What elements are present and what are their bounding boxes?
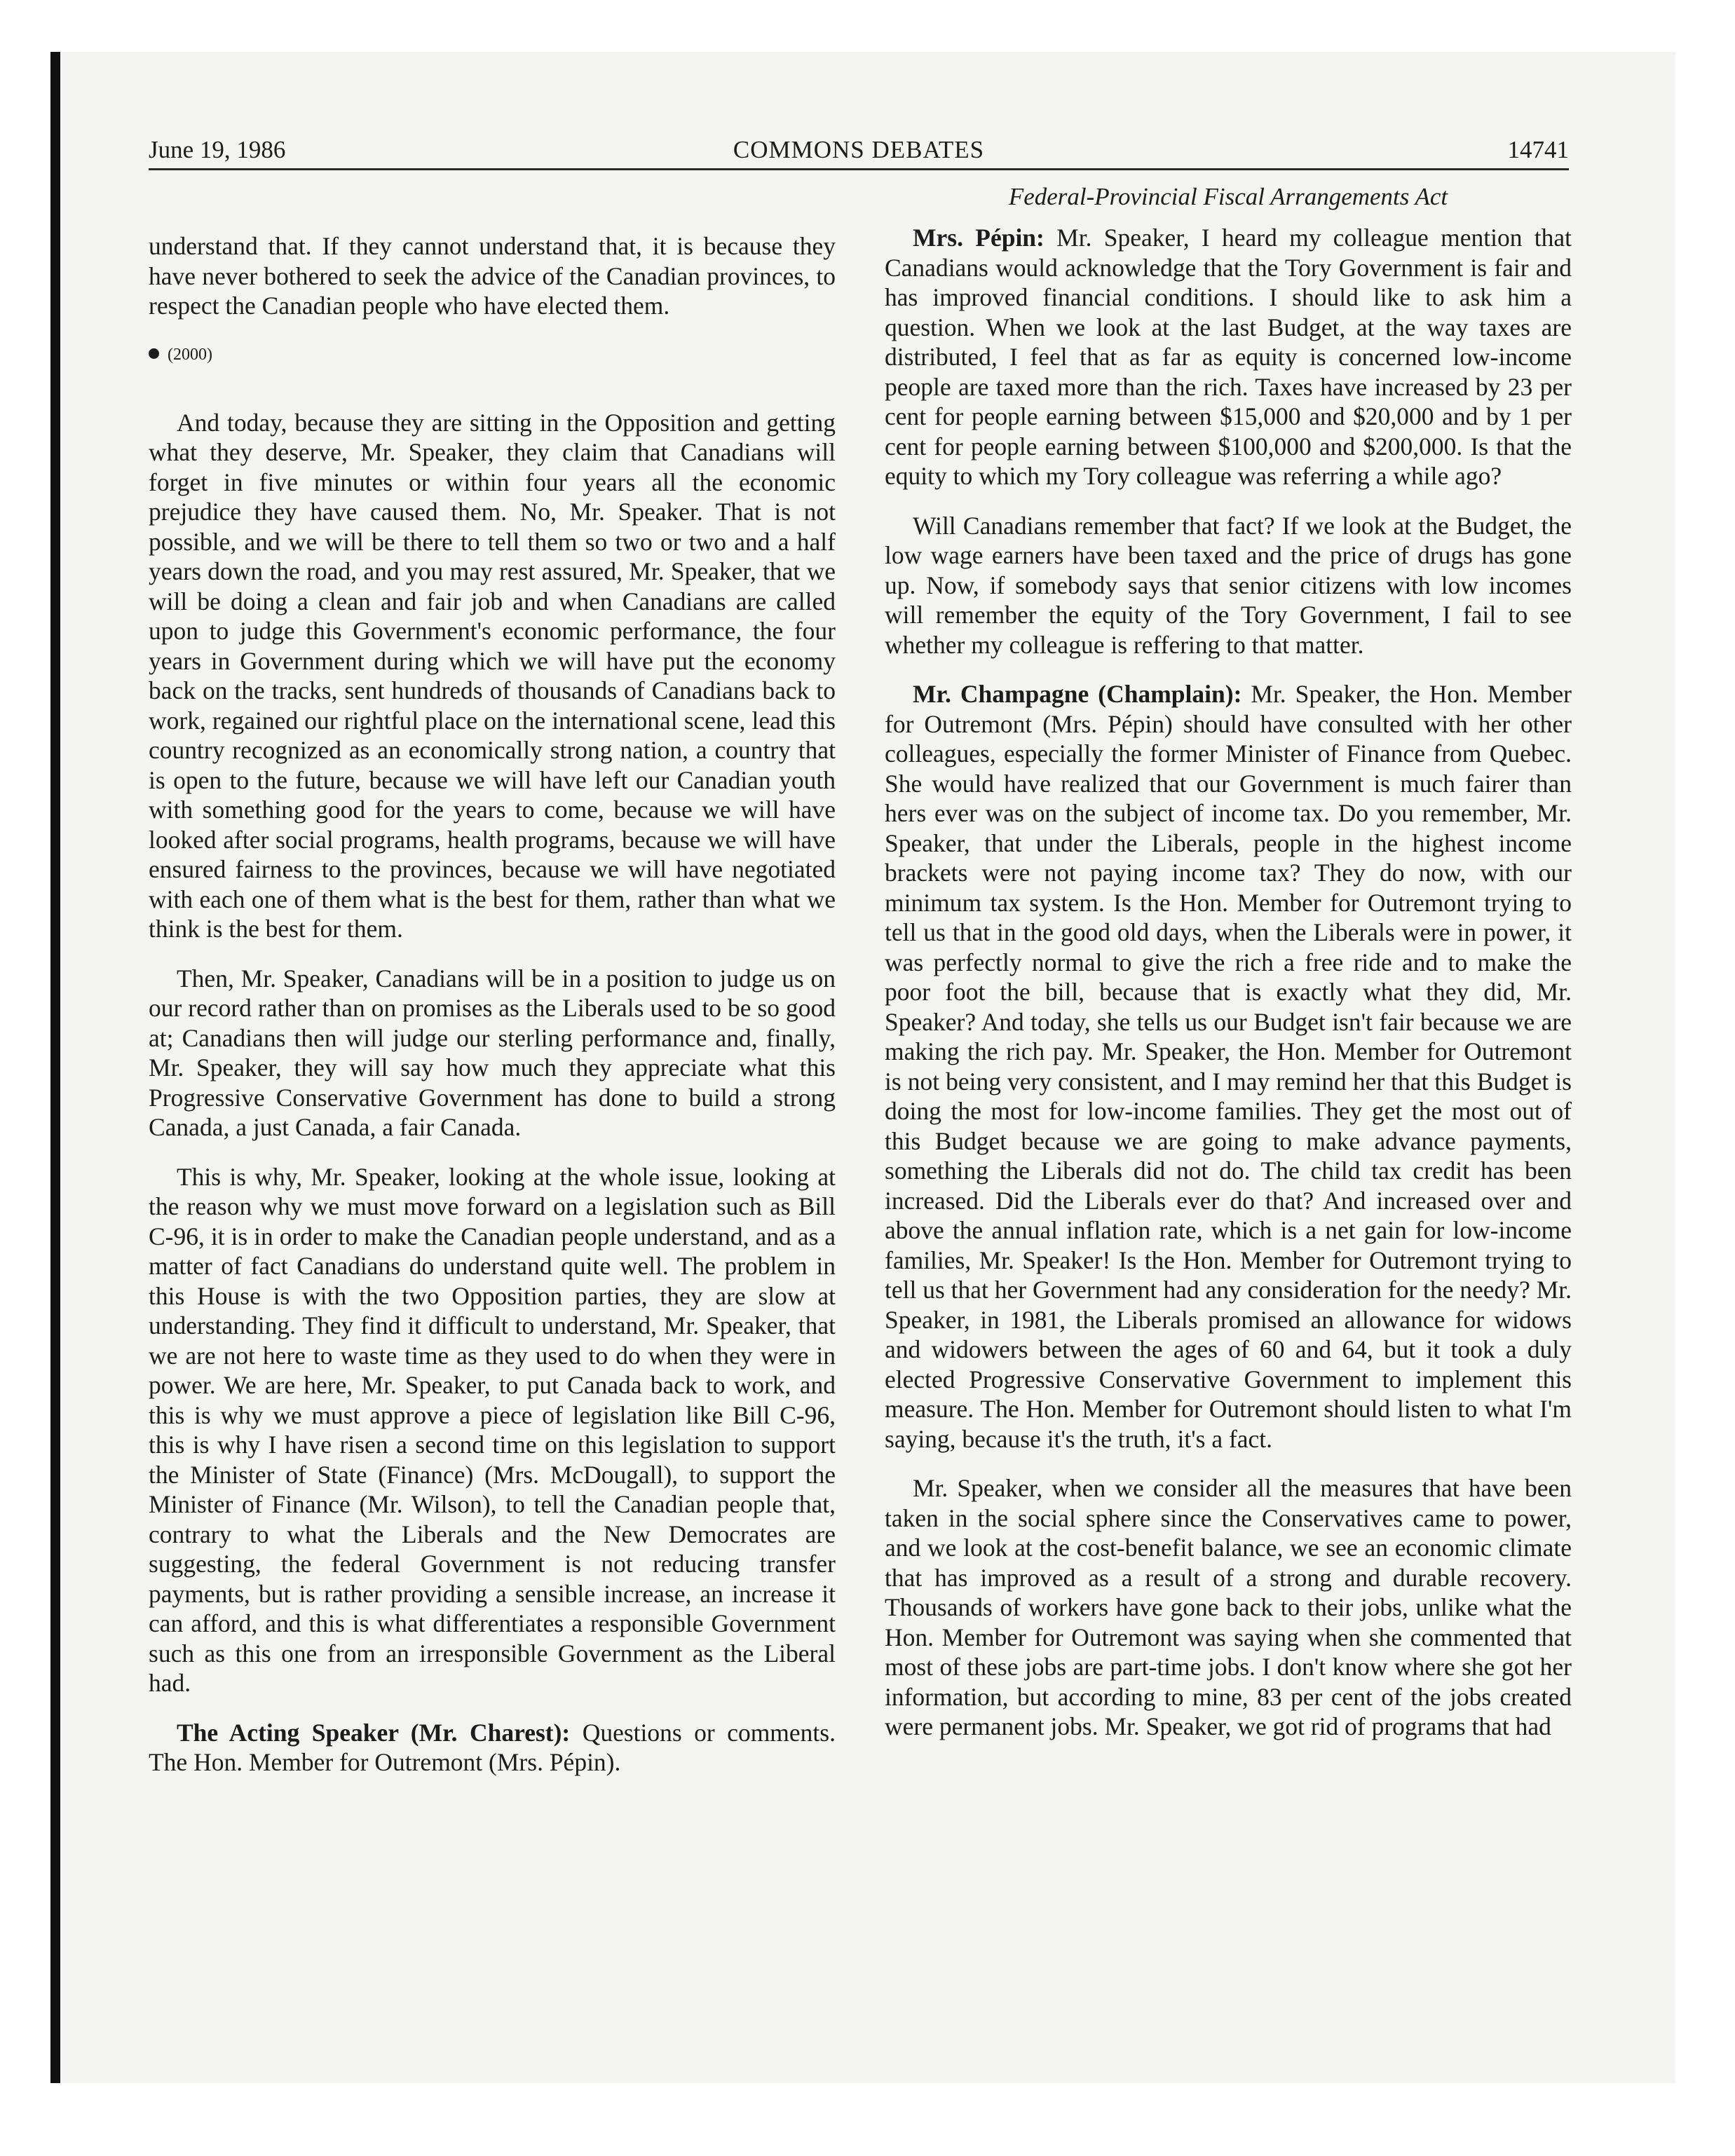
speaker-name: The Acting Speaker (Mr. Charest): (177, 1718, 571, 1747)
paragraph (149, 1718, 836, 1778)
speaker-name: Mr. Champagne (Champlain): (913, 680, 1242, 708)
page-header (149, 132, 1569, 168)
speech-text: Questions or comments. The Hon. Member for Outremont (Mrs. Pépin). (149, 1718, 836, 1776)
scan-edge (50, 52, 60, 2083)
timestamp-text: (2000) (168, 345, 212, 364)
paragraph: This is why, Mr. Speaker, looking at the whole issue, looking at the reason why we must move forward on a legislation such as Bill C-96, it is in order to make the Canadian people understand, and as a matter of fact Canadians do understand quite well. The problem in this House is with the two Opposition parties, they are slow at understanding. They find it difficult to understand, Mr. Speaker, that we are not here to waste time as they used to do when they were in power. We are here, Mr. Speaker, to put Canada back to work, and this is why we must approve a piece of legislation like Bill C-96, this is why I have risen a second time on this legislation to support the Minister of State (Finance) (Mrs. McDougall), to support the Minister of Finance (Mr. Wilson), to tell the Canadian people that, contrary to what the Liberals and the New Democrates are suggesting, the federal Government is not reducing transfer payments, but is rather providing a sensible increase, an increase it can afford, and this is what differentiates a responsible Government such as this one from an irresponsible Government as the Liberal had. (149, 1162, 836, 1697)
header-date: June 19, 1986 (149, 136, 286, 163)
paragraph: understand that. If they cannot understand that, it is because they have never bothered to seek the advice of the Canadian provinces, to respect the Canadian people who have elected them. (149, 232, 836, 320)
speaker-name: Mrs. Pépin: (913, 224, 1045, 252)
running-head: Federal-Provincial Fiscal Arrangements Act (1008, 183, 1448, 210)
header-title: COMMONS DEBATES (733, 136, 985, 163)
paragraph (885, 679, 1572, 1454)
timestamp (149, 341, 836, 369)
paragraph: And today, because they are sitting in the Opposition and getting what they deserve, Mr. Speaker, they claim that Canadians will forget in five minutes or within four years all the economic prejudice they have caused them. No, Mr. Speaker. That is not possible, and we will be there to tell them so two or two and a half years down the road, and you may rest assured, Mr. Speaker, that we will be doing a clean and fair job and when Canadians are called upon to judge this Government's economic performance, the four years in Government during which we will have put the economy back on the tracks, sent hundreds of thousands of Canadians back to work, regained our rightful place on the international scene, lead this country recognized as an economically strong nation, a country that is open to the future, because we will have left our Canadian youth with something good for the years to come, because we will have looked after social programs, health programs, because we will have ensured fairness to the provinces, because we will have negotiated with each one of them what is the best for them, rather than what we think is the best for them. (149, 408, 836, 943)
bullet-dot-icon (149, 348, 159, 359)
speech-text: Mr. Speaker, the Hon. Member for Outremont (Mrs. Pépin) should have consulted with her other colleagues, especially the former Minister of Finance from Quebec. She would have realized that our Government is much fairer than hers ever was on the subject of income tax. Do you remember, Mr. Speaker, that under the Liberals, people in the highest income brackets were not paying income tax? They do now, with our minimum tax system. Is the Hon. Member for Outremont trying to tell us that in the good old days, when the Liberals were in power, it was perfectly normal to give the rich a free ride and to make the poor foot the bill, because that is exactly what they did, Mr. Speaker? And today, she tells us our Budget isn't fair because we are making the rich pay. Mr. Speaker, the Hon. Member for Outremont is not being very consistent, and I may remind her that this Budget is doing the most for low-income families. They get the most out of this Budget because we are going to make advance payments, something the Liberals did not do. The child tax credit has been increased. Did the Liberals ever do that? And increased over and above the annual inflation rate, which is a net gain for low-income families, Mr. Speaker! Is the Hon. Member for Outremont trying to tell us that her Government had any consideration for the needy? Mr. Speaker, in 1981, the Liberals promised an allowance for widows and widowers between the ages of 60 and 64, but it took a duly elected Progressive Conservative Government to implement this measure. The Hon. Member for Outremont should listen to what I'm saying, because it's the truth, it's a fact. (885, 680, 1572, 1453)
paragraph: Then, Mr. Speaker, Canadians will be in a position to judge us on our record rather than on promises as the Liberals used to be so good at; Canadians then will judge our sterling performance and, finally, Mr. Speaker, they will say how much they appreciate what this Progressive Conservative Government has done to build a strong Canada, a just Canada, a fair Canada. (149, 964, 836, 1141)
paragraph: Will Canadians remember that fact? If we look at the Budget, the low wage earners have been taxed and the price of drugs has gone up. Now, if somebody says that senior citizens with low incomes will remember the equity of the Tory Government, I fail to see whether my colleague is reffering to that matter. (885, 511, 1572, 659)
speech-text: Mr. Speaker, I heard my colleague mention that Canadians would acknowledge that the Tory Government is fair and has improved financial conditions. I should like to ask him a question. When we look at the last Budget, at the way taxes are distributed, I feel that as far as equity is concerned low-income people are taxed more than the rich. Taxes have increased by 23 per cent for people earning between $15,000 and $20,000 and by 1 per cent for people earning between $100,000 and $200,000. Is that the equity to which my Tory colleague was referring a while ago? (885, 224, 1572, 490)
right-column (885, 223, 1572, 1761)
paragraph (885, 223, 1572, 491)
page-number: 14741 (1507, 136, 1569, 163)
paragraph: Mr. Speaker, when we consider all the measures that have been taken in the social sphere since the Conservatives came to power, and we look at the cost-benefit balance, we see an economic climate that has improved as a result of a strong and durable recovery. Thousands of workers have gone back to their jobs, unlike what the Hon. Member for Outremont was saying when she commented that most of these jobs are part-time jobs. I don't know where she got her information, but according to mine, 83 per cent of the jobs created were permanent jobs. Mr. Speaker, we got rid of programs that had (885, 1474, 1572, 1740)
left-column (149, 231, 836, 1797)
header-rule (149, 168, 1569, 170)
